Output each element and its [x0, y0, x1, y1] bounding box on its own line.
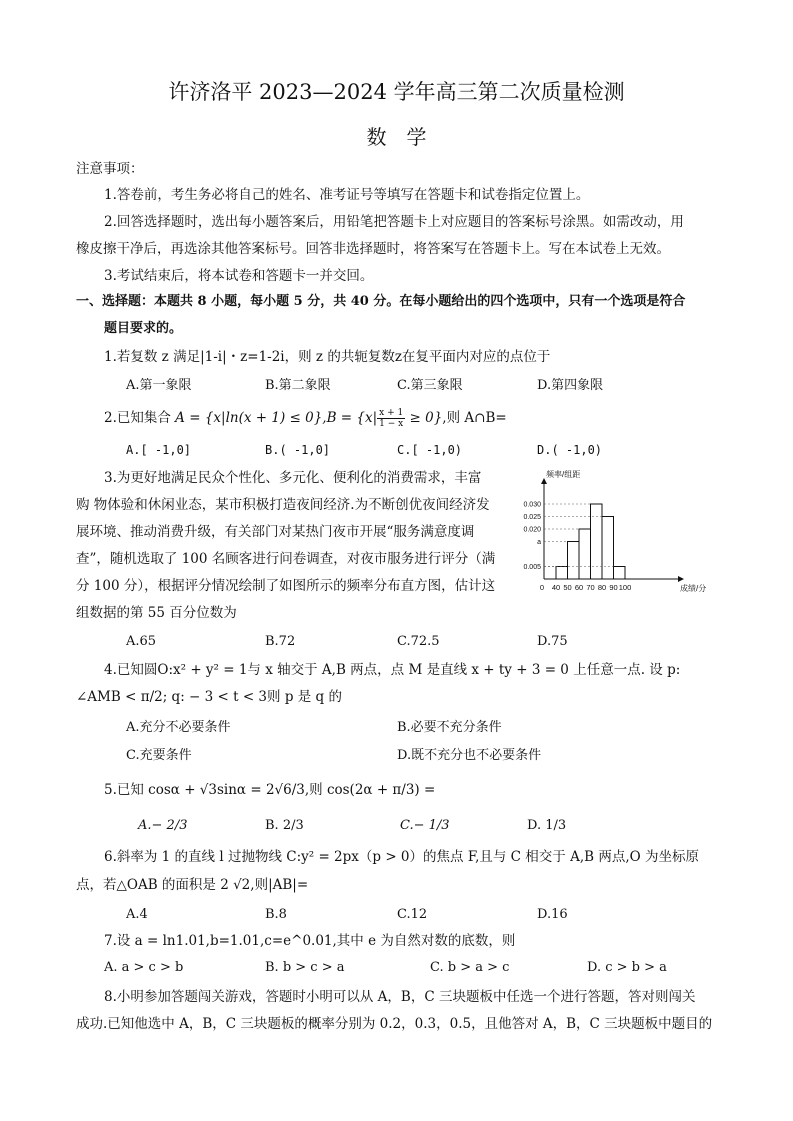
- q2-set-a: A = {x|ln(x + 1) ≤ 0}: [175, 410, 323, 426]
- notice-item: 橡皮擦干净后，再选涂其他答案标号。回答非选择题时，将答案写在答题卡上。写在本试卷上无效。: [76, 241, 670, 257]
- q4-option-a: A.充分不必要条件: [126, 720, 231, 735]
- section-heading-cont: 题目要求的。: [104, 321, 183, 336]
- q5-stem: 5.已知 cosα + √3sinα = 2√6/3,则 cos(2α + π/3) =: [104, 782, 436, 798]
- histogram-bar: [591, 504, 603, 579]
- q2-set-b-suffix: ≥ 0}: [405, 410, 443, 426]
- q7-option-d: D. c > b > a: [587, 960, 667, 975]
- y-tick-label: 0.020: [523, 526, 541, 534]
- y-tick-label: 0.005: [523, 564, 541, 571]
- x-tick-label: 90: [609, 583, 618, 592]
- q7-option-b: B. b > c > a: [265, 960, 345, 975]
- q6-stem-line1: 6.斜率为 1 的直线 l 过抛物线 C:y² = 2px（p > 0）的焦点 F,且与 C 相交于 A,B 两点,O 为坐标原: [104, 849, 699, 865]
- question-1-stem: 1.若复数 z 满足|1-i|・z=1-2i，则 z 的共轭复数z在复平面内对应的点位于: [104, 349, 551, 365]
- q7-stem: 7.设 a = ln1.01,b=1.01,c=e^0.01,其中 e 为自然对数的底数，则: [104, 933, 516, 949]
- histogram-bar: [614, 567, 626, 580]
- q1-option-b: B.第二象限: [265, 378, 331, 393]
- q5-option-d: D. 1/3: [527, 818, 567, 833]
- q4-option-d: D.既不充分也不必要条件: [397, 748, 542, 763]
- histogram-bar: [556, 567, 568, 580]
- notice-item: 2.回答选择题时，选出每小题答案后，用铅笔把答题卡上对应题目的答案标号涂黑。如需改动，用: [104, 214, 684, 230]
- q2-option-b: B.( -1,0]: [265, 443, 331, 457]
- y-tick-label: 0.025: [523, 514, 541, 521]
- q1-option-d: D.第四象限: [537, 378, 604, 393]
- q2-option-c: C.[ -1,0): [397, 443, 463, 457]
- x-tick-label: 80: [597, 583, 607, 592]
- section-heading: 一、选择题：本题共 8 小题，每小题 5 分，共 40 分。在每小题给出的四个选项中，只有一个选项是符合: [76, 294, 686, 309]
- x-tick-label: 70: [586, 583, 595, 592]
- q5-option-c: C.− 1/3: [400, 818, 450, 833]
- frequency-histogram: [520, 464, 720, 604]
- histogram-bar: [579, 529, 591, 579]
- q2-fraction: [377, 408, 405, 429]
- q5-option-a: A.− 2/3: [138, 818, 188, 833]
- q2-frac-den: 1 − x: [379, 419, 404, 429]
- q1-option-a: A.第一象限: [126, 378, 192, 393]
- q4-stem-line2: ∠AMB < π/2; q: − 3 < t < 3则 p 是 q 的: [76, 689, 342, 705]
- histogram-bar: [602, 517, 614, 580]
- q3-option-d: D.75: [537, 634, 568, 649]
- y-tick-label: 0.030: [523, 501, 541, 509]
- notice-item: 3.考试结束后，将本试卷和答题卡一并交回。: [104, 268, 374, 284]
- q2-option-d: D.( -1,0): [537, 443, 603, 457]
- q4-option-c: C.充要条件: [126, 748, 192, 763]
- q3-line: 3.为更好地满足民众个性化、多元化、便利化的消费需求，丰富: [104, 470, 482, 486]
- x-tick-label: 100: [618, 583, 632, 592]
- q6-stem-line2: 点，若△OAB 的面积是 2 √2,则|AB|=: [76, 877, 309, 893]
- q7-option-a: A. a > c > b: [104, 960, 184, 975]
- q6-option-b: B.8: [265, 907, 287, 922]
- notice-item: 1.答卷前，考生务必将自己的姓名、准考证号等填写在答题卡和试卷指定位置上。: [104, 187, 590, 203]
- q4-stem-line1: 4.已知圆O:x² + y² = 1与 x 轴交于 A,B 两点，点 M 是直线 x + ty + 3 = 0 上任意一点. 设 p:: [104, 662, 681, 678]
- y-tick-label: a: [537, 539, 541, 546]
- q3-option-c: C.72.5: [397, 634, 440, 649]
- q3-option-b: B.72: [265, 634, 296, 649]
- q2-stem-start: 2.已知集合: [104, 410, 176, 426]
- q8-stem-line2: 成功.已知他选中 A，B，C 三块题板的概率分别为 0.2，0.3，0.5，且他答对 A，B，C 三块题板中题目的: [76, 1016, 713, 1032]
- q3-line: 组数据的第 55 百分位数为: [76, 605, 237, 621]
- q5-option-b: B. 2/3: [265, 818, 304, 833]
- q1-option-c: C.第三象限: [397, 378, 463, 393]
- x-tick-label: 0: [539, 583, 545, 592]
- x-tick-label: 50: [563, 583, 572, 592]
- q2-frac-num: x + 1: [379, 408, 404, 418]
- y-axis-label: 频率/组距: [546, 470, 581, 479]
- x-axis-label: 成绩/分: [680, 584, 707, 593]
- q7-option-c: C. b > a > c: [430, 960, 510, 975]
- q8-stem-line1: 8.小明参加答题闯关游戏，答题时小明可以从 A，B，C 三块题板中任选一个进行答题，答对则闯关: [104, 989, 696, 1005]
- q3-line: 展环境、推动消费升级，有关部门对某热门夜市开展“服务满意度调: [76, 524, 475, 540]
- q6-option-d: D.16: [537, 907, 568, 922]
- q6-option-a: A.4: [126, 907, 148, 922]
- x-tick-label: 40: [551, 583, 561, 592]
- q3-line: 查”，随机选取了 100 名顾客进行问卷调查，对夜市服务进行评分（满: [76, 551, 496, 567]
- question-2-stem: [104, 408, 507, 429]
- q4-option-b: B.必要不充分条件: [397, 720, 502, 735]
- notice-heading: 注意事项：: [76, 161, 144, 177]
- q3-line: 分 100 分），根据评分情况绘制了如图所示的频率分布直方图，估计这: [76, 578, 496, 594]
- exam-title: 许济洛平 2023—2024 学年高三第二次质量检测: [168, 80, 625, 104]
- x-axis-arrow: [678, 576, 684, 582]
- q2-set-b-prefix: ,B = {x|: [322, 410, 378, 426]
- q2-option-a: A.[ -1,0]: [126, 443, 192, 457]
- subject-title: 数 学: [366, 125, 427, 149]
- q6-option-c: C.12: [397, 907, 428, 922]
- histogram-bar: [568, 542, 580, 580]
- q2-stem-end: ,则 A∩B=: [442, 410, 507, 426]
- q3-line: 购 物体验和休闲业态，某市积极打造夜间经济.为不断创优夜间经济发: [76, 497, 490, 513]
- q3-option-a: A.65: [126, 634, 157, 649]
- x-tick-label: 60: [574, 583, 584, 592]
